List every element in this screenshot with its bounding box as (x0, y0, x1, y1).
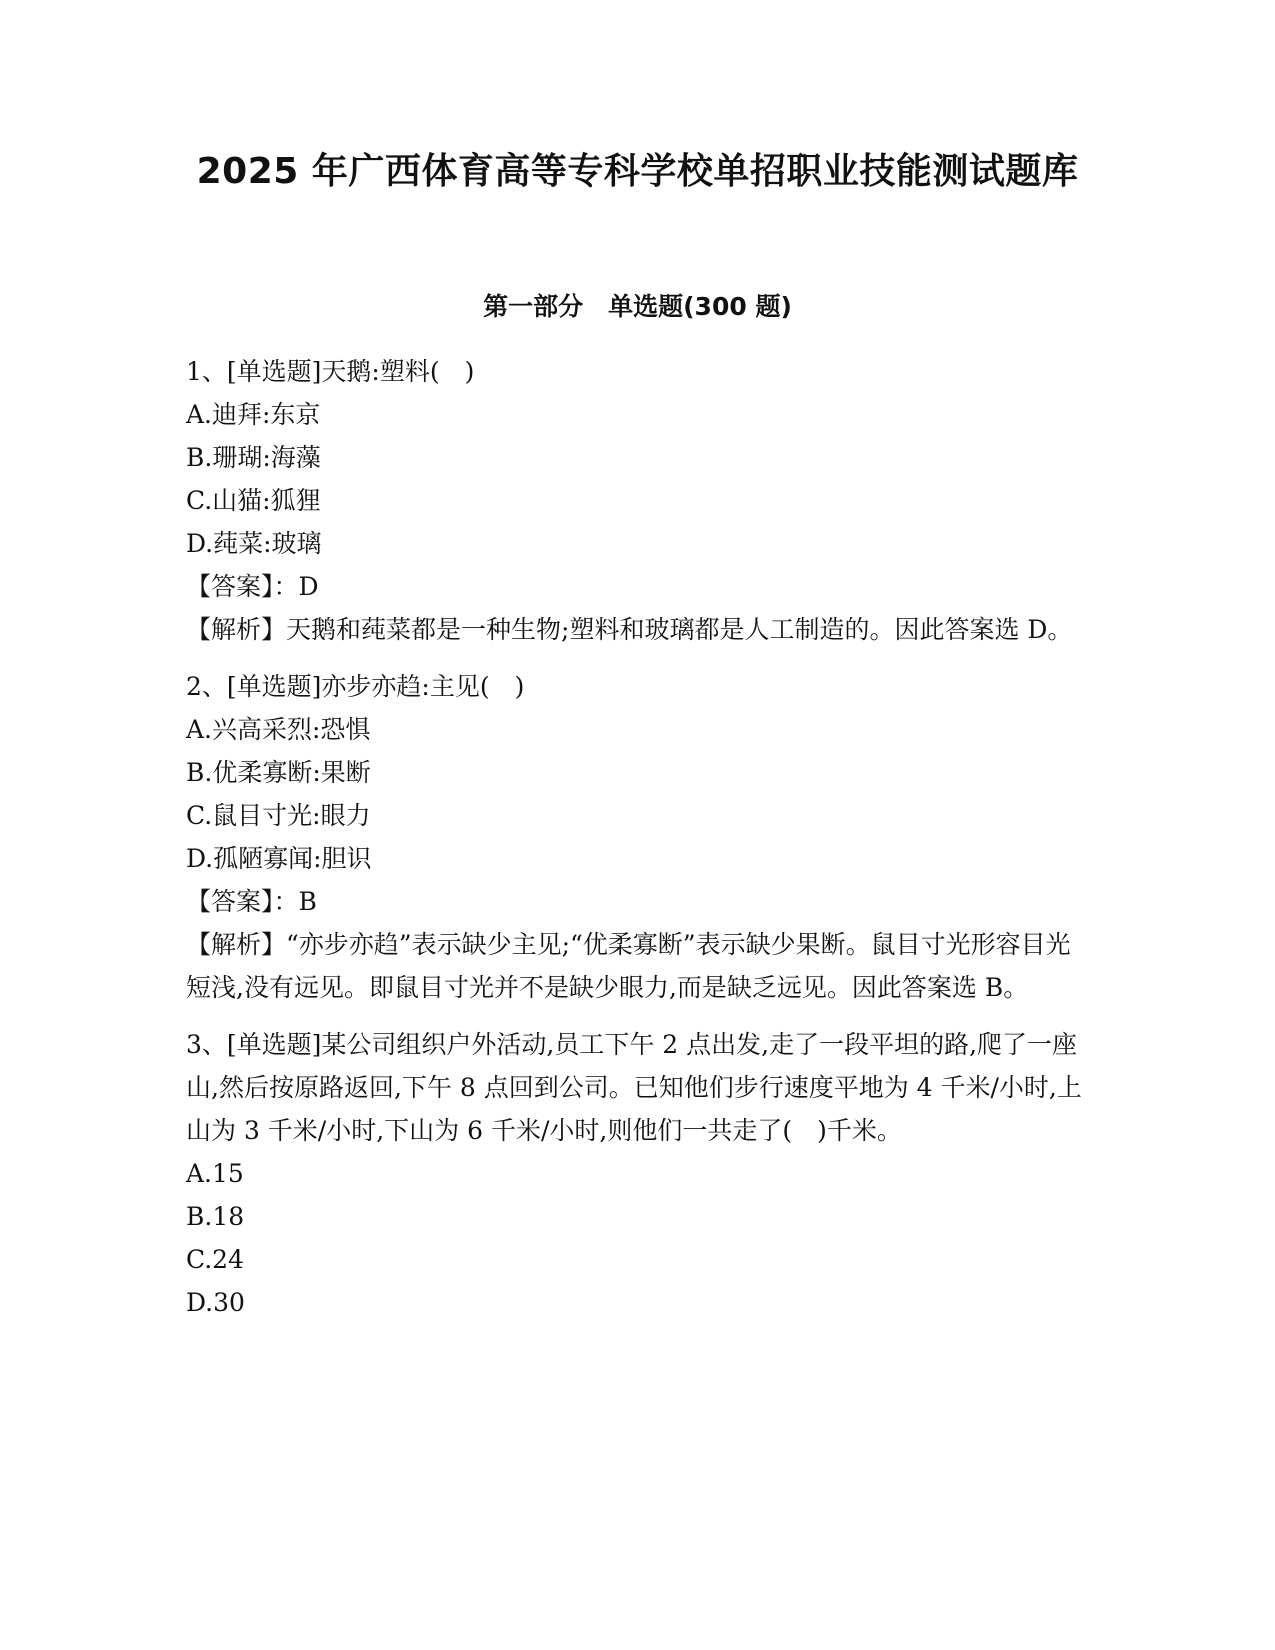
question-2 (186, 665, 1086, 1009)
question-stem: 1、[单选题]天鹅:塑料( ) (186, 357, 475, 386)
analysis-line (186, 608, 1086, 651)
document-title: 2025 年广西体育高等专科学校单招职业技能测试题库 (196, 151, 1079, 192)
answer-line (186, 565, 1086, 608)
question-stem: 2、[单选题]亦步亦趋:主见( ) (186, 672, 525, 701)
option-a: A.15 (186, 1159, 244, 1188)
option-c: C.鼠目寸光:眼力 (186, 801, 371, 830)
option-c: C.山猫:狐狸 (186, 486, 321, 515)
option-a: A.兴高采烈:恐惧 (186, 715, 371, 744)
question-3 (186, 1023, 1086, 1324)
option-b: B.18 (186, 1202, 245, 1231)
option-d: D.30 (186, 1288, 245, 1317)
answer-label: 【答案】 (186, 887, 274, 916)
option-d: D.孤陋寡闻:胆识 (186, 844, 372, 873)
option-d: D.莼菜:玻璃 (186, 529, 322, 558)
analysis-text: 天鹅和莼菜都是一种生物;塑料和玻璃都是人工制造的。因此答案选 D。 (286, 615, 1073, 644)
question-stem: 3、[单选题]某公司组织户外活动,员工下午 2 点出发,走了一段平坦的路,爬了一座山,然后按原路返回,下午 8 点回到公司。已知他们步行速度平地为 4 千米/小时,上山为 3 千米/小时,下山为 6 千米/小时,则他们一共走了( )千米。 (186, 1030, 1082, 1145)
analysis-line (186, 923, 1086, 1009)
option-a: A.迪拜:东京 (186, 400, 321, 429)
analysis-text: “亦步亦趋”表示缺少主见;“优柔寡断”表示缺少果断。鼠目寸光形容目光短浅,没有远见。即鼠目寸光并不是缺少眼力,而是缺乏远见。因此答案选 B。 (186, 930, 1071, 1002)
option-b: B.珊瑚:海藻 (186, 443, 321, 472)
answer-value: ：B (273, 887, 317, 916)
question-1 (186, 350, 1086, 651)
question-list (186, 350, 1086, 1338)
option-b: B.优柔寡断:果断 (186, 758, 371, 787)
analysis-label: 【解析】 (186, 930, 287, 959)
answer-label: 【答案】 (186, 572, 274, 601)
option-c: C.24 (186, 1245, 244, 1274)
analysis-label: 【解析】 (186, 615, 287, 644)
section-title: 第一部分 单选题(300 题) (483, 292, 792, 321)
answer-line (186, 880, 1086, 923)
answer-value: ：D (273, 572, 319, 601)
